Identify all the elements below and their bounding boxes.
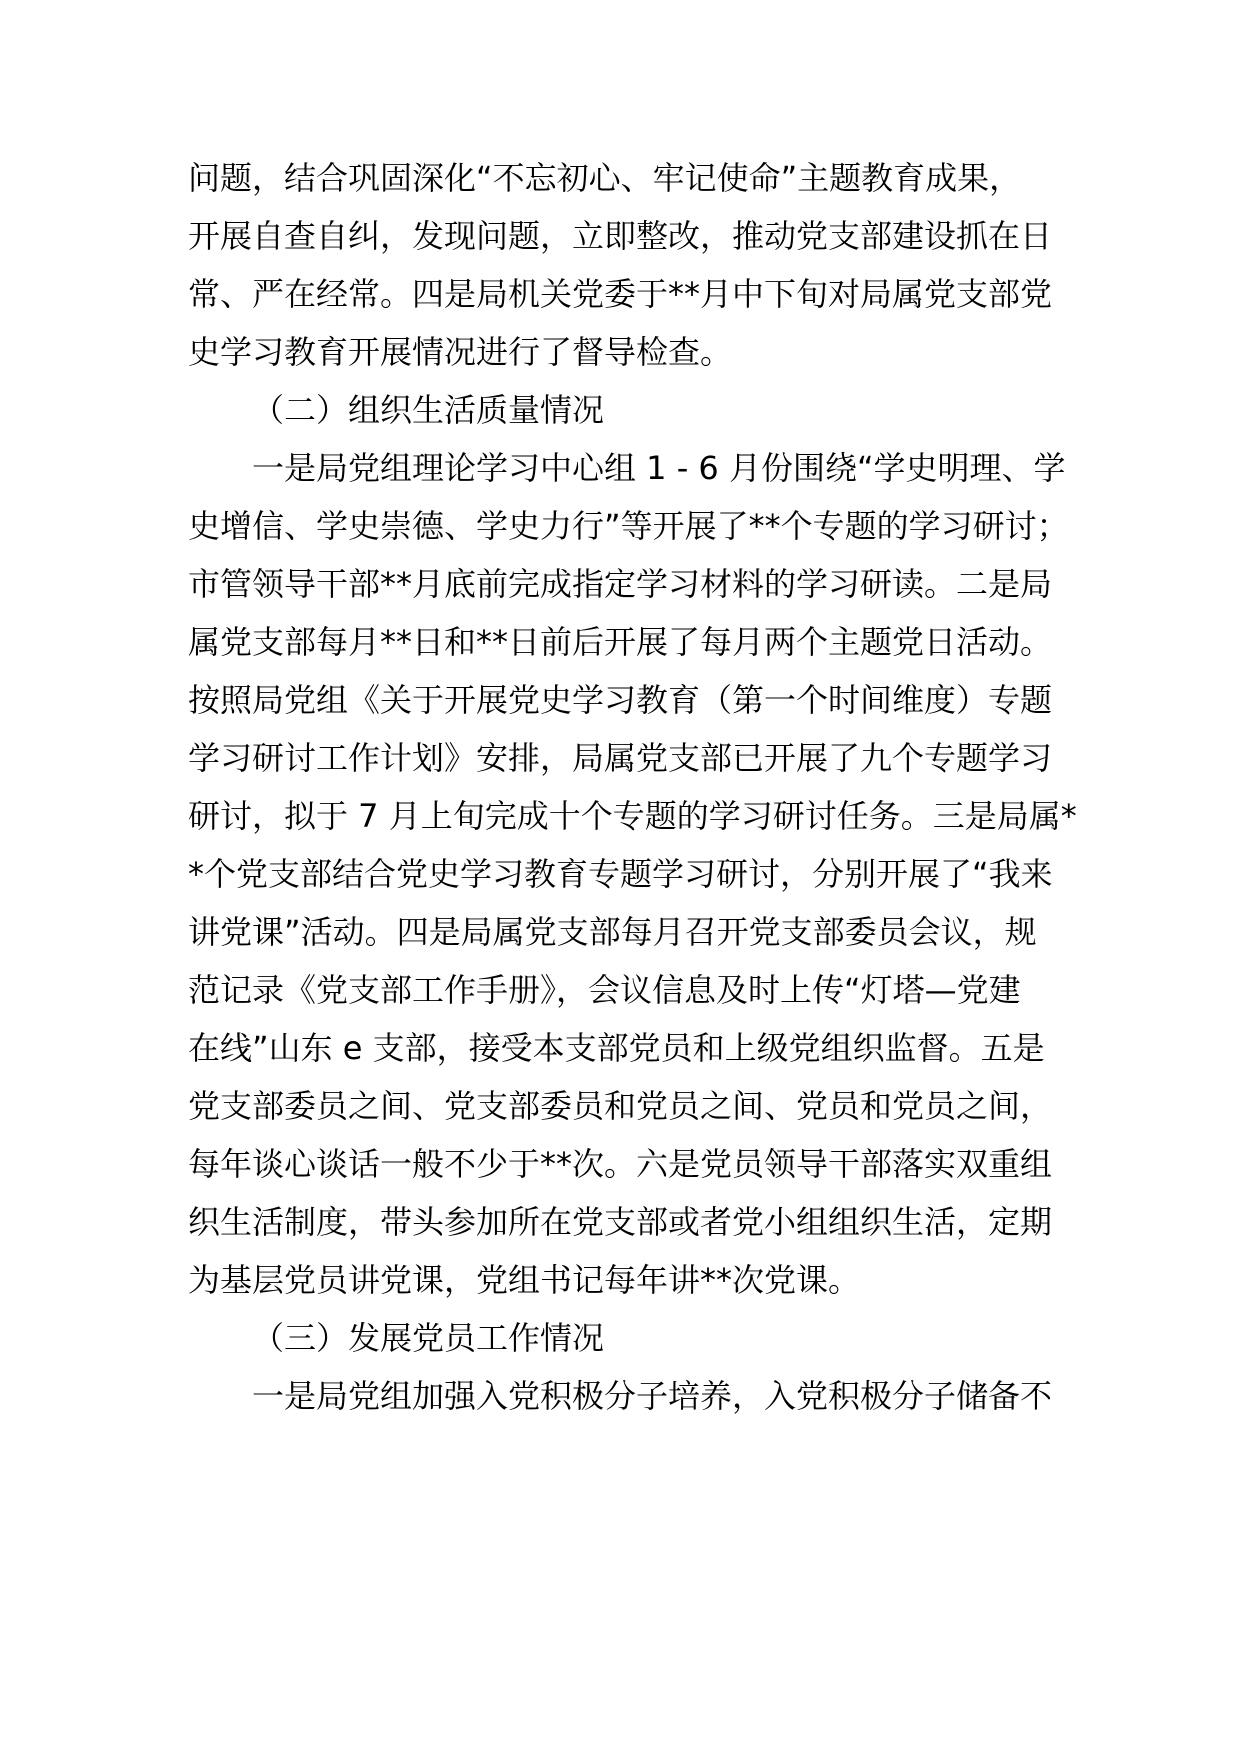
text-line: 史增信、学史崇德、学史力行”等开展了**个专题的学习研讨； [188, 507, 1069, 545]
text-line: 每年谈心谈话一般不少于**次。六是党员领导干部落实双重组 [188, 1145, 1053, 1183]
text-line: 在线”山东 e 支部，接受本支部党员和上级党组织监督。五是 [188, 1029, 1045, 1067]
text-line: 问题，结合巩固深化“不忘初心、牢记使命”主题教育成果， [188, 159, 1022, 197]
text-line: 党支部委员之间、党支部委员和党员之间、党员和党员之间， [188, 1087, 1053, 1125]
section-heading: （二）组织生活质量情况 [252, 391, 605, 429]
section-heading: （三）发展党员工作情况 [252, 1319, 605, 1357]
text-line: 开展自查自纠，发现问题，立即整改，推动党支部建设抓在日 [188, 217, 1053, 255]
text-line: 范记录《党支部工作手册》，会议信息及时上传“灯塔—党建 [188, 971, 1021, 1009]
text-line: 讲党课”活动。四是局属党支部每月召开党支部委员会议，规 [188, 913, 1037, 951]
text-line: 为基层党员讲党课，党组书记每年讲**次党课。 [188, 1261, 861, 1299]
paragraph-start: 一是局党组加强入党积极分子培养，入党积极分子储备不 [252, 1377, 1053, 1415]
text-line: 按照局党组《关于开展党史学习教育（第一个时间维度）专题 [188, 681, 1053, 719]
paragraph-start: 一是局党组理论学习中心组 1 - 6 月份围绕“学史明理、学 [252, 449, 1066, 487]
text-line: 史学习教育开展情况进行了督导检查。 [188, 333, 733, 371]
text-line: 织生活制度，带头参加所在党支部或者党小组组织生活，定期 [188, 1203, 1053, 1241]
text-line: 学习研讨工作计划》安排，局属党支部已开展了九个专题学习 [188, 739, 1053, 777]
text-line: 研讨，拟于 7 月上旬完成十个专题的学习研讨任务。三是局属* [188, 797, 1077, 835]
text-line: *个党支部结合党史学习教育专题学习研讨，分别开展了“我来 [188, 855, 1053, 893]
text-line: 属党支部每月**日和**日前后开展了每月两个主题党日活动。 [188, 623, 1053, 661]
text-line: 常、严在经常。四是局机关党委于**月中下旬对局属党支部党 [188, 275, 1053, 313]
text-line: 市管领导干部**月底前完成指定学习材料的学习研读。二是局 [188, 565, 1053, 603]
